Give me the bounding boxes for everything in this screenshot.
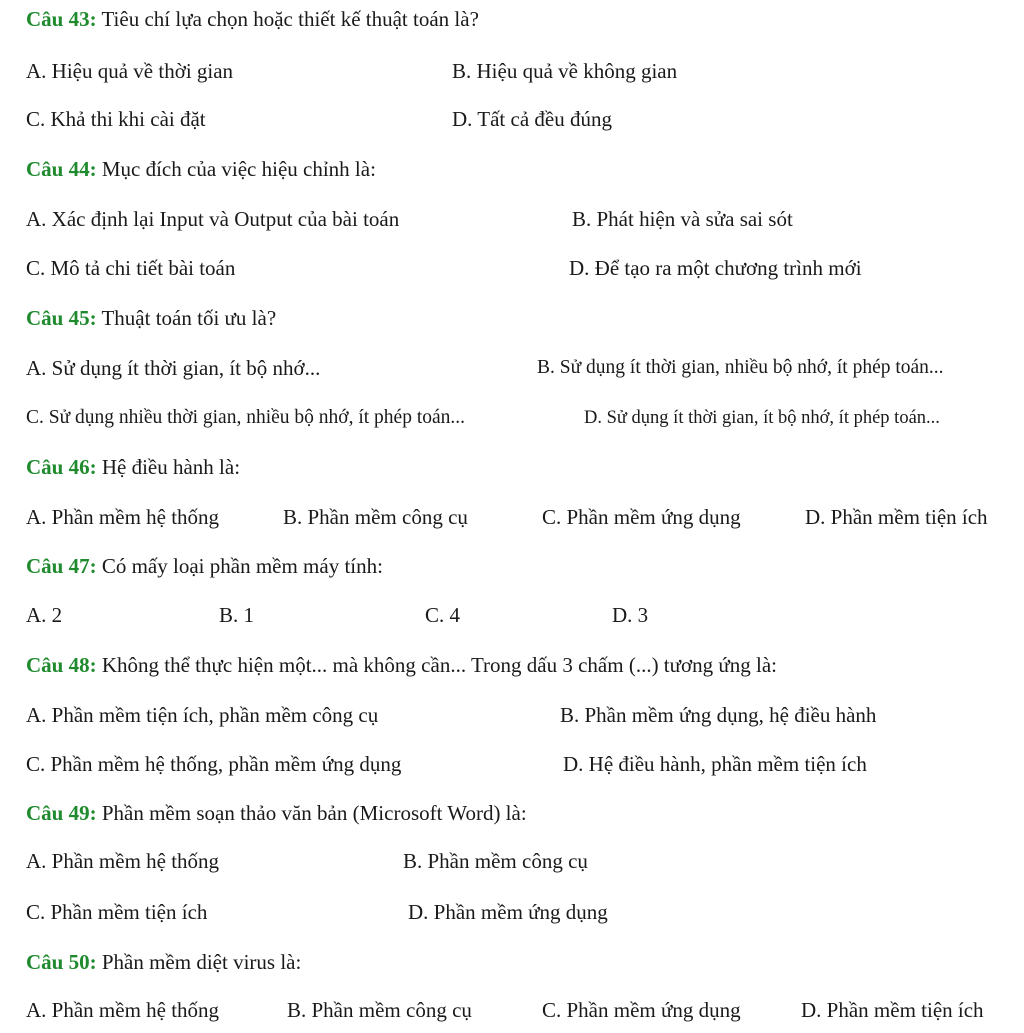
option-b: B. Phần mềm công cụ bbox=[403, 849, 588, 873]
question-number: Câu 47: bbox=[26, 554, 97, 578]
question-44 bbox=[26, 156, 376, 182]
question-49 bbox=[26, 800, 527, 826]
option-a: A. Hiệu quả về thời gian bbox=[26, 59, 234, 83]
question-48 bbox=[26, 652, 777, 678]
question-number: Câu 43: bbox=[26, 7, 97, 31]
question-45 bbox=[26, 305, 276, 331]
question-46 bbox=[26, 454, 240, 480]
option-b: B. Phần mềm ứng dụng, hệ điều hành bbox=[560, 703, 877, 727]
question-number: Câu 46: bbox=[26, 455, 97, 479]
option-d: D. 3 bbox=[612, 603, 649, 627]
question-text: Có mấy loại phần mềm máy tính: bbox=[101, 554, 383, 578]
option-a: A. Phần mềm hệ thống bbox=[26, 998, 220, 1022]
option-c: C. Phần mềm ứng dụng bbox=[542, 505, 741, 529]
option-a: A. 2 bbox=[26, 603, 63, 627]
option-c: C. Sử dụng nhiều thời gian, nhiều bộ nhớ, ít phép toán... bbox=[26, 407, 466, 428]
option-c: C. Phần mềm ứng dụng bbox=[542, 998, 741, 1022]
option-c: C. Phần mềm hệ thống, phần mềm ứng dụng bbox=[26, 752, 402, 776]
question-text: Phần mềm soạn thảo văn bản (Microsoft Word) là: bbox=[101, 801, 527, 825]
option-b: B. 1 bbox=[219, 603, 255, 627]
option-c: C. Mô tả chi tiết bài toán bbox=[26, 256, 236, 280]
option-a: A. Phần mềm hệ thống bbox=[26, 505, 220, 529]
option-b: B. Phần mềm công cụ bbox=[287, 998, 472, 1022]
question-text: Tiêu chí lựa chọn hoặc thiết kế thuật toán là? bbox=[101, 7, 479, 31]
option-b: B. Hiệu quả về không gian bbox=[452, 59, 678, 83]
question-number: Câu 49: bbox=[26, 801, 97, 825]
option-a: A. Phần mềm tiện ích, phần mềm công cụ bbox=[26, 703, 379, 727]
option-a: A. Phần mềm hệ thống bbox=[26, 849, 220, 873]
option-d: D. Hệ điều hành, phần mềm tiện ích bbox=[563, 752, 867, 776]
option-a: A. Sử dụng ít thời gian, ít bộ nhớ... bbox=[26, 356, 321, 380]
option-b: B. Phát hiện và sửa sai sót bbox=[572, 207, 793, 231]
option-b: B. Phần mềm công cụ bbox=[283, 505, 468, 529]
option-d: D. Để tạo ra một chương trình mới bbox=[569, 256, 862, 280]
question-43 bbox=[26, 6, 479, 32]
question-47 bbox=[26, 553, 383, 579]
question-number: Câu 50: bbox=[26, 950, 97, 974]
option-d: D. Tất cả đều đúng bbox=[452, 107, 612, 131]
option-d: D. Sử dụng ít thời gian, ít bộ nhớ, ít phép toán... bbox=[584, 408, 940, 428]
option-d: D. Phần mềm tiện ích bbox=[801, 998, 984, 1022]
question-text: Không thể thực hiện một... mà không cần... Trong dấu 3 chấm (...) tương ứng là: bbox=[101, 653, 778, 677]
question-50 bbox=[26, 949, 301, 975]
option-d: D. Phần mềm ứng dụng bbox=[408, 900, 608, 924]
option-a: A. Xác định lại Input và Output của bài toán bbox=[26, 207, 400, 231]
question-number: Câu 44: bbox=[26, 157, 97, 181]
question-number: Câu 45: bbox=[26, 306, 97, 330]
question-number: Câu 48: bbox=[26, 653, 97, 677]
option-c: C. 4 bbox=[425, 603, 461, 627]
option-b: B. Sử dụng ít thời gian, nhiều bộ nhớ, ít phép toán... bbox=[537, 357, 944, 378]
option-c: C. Khả thi khi cài đặt bbox=[26, 107, 206, 131]
question-text: Phần mềm diệt virus là: bbox=[101, 950, 302, 974]
question-text: Hệ điều hành là: bbox=[101, 455, 241, 479]
option-c: C. Phần mềm tiện ích bbox=[26, 900, 208, 924]
question-text: Mục đích của việc hiệu chỉnh là: bbox=[101, 157, 376, 181]
option-d: D. Phần mềm tiện ích bbox=[805, 505, 988, 529]
question-text: Thuật toán tối ưu là? bbox=[101, 306, 277, 330]
